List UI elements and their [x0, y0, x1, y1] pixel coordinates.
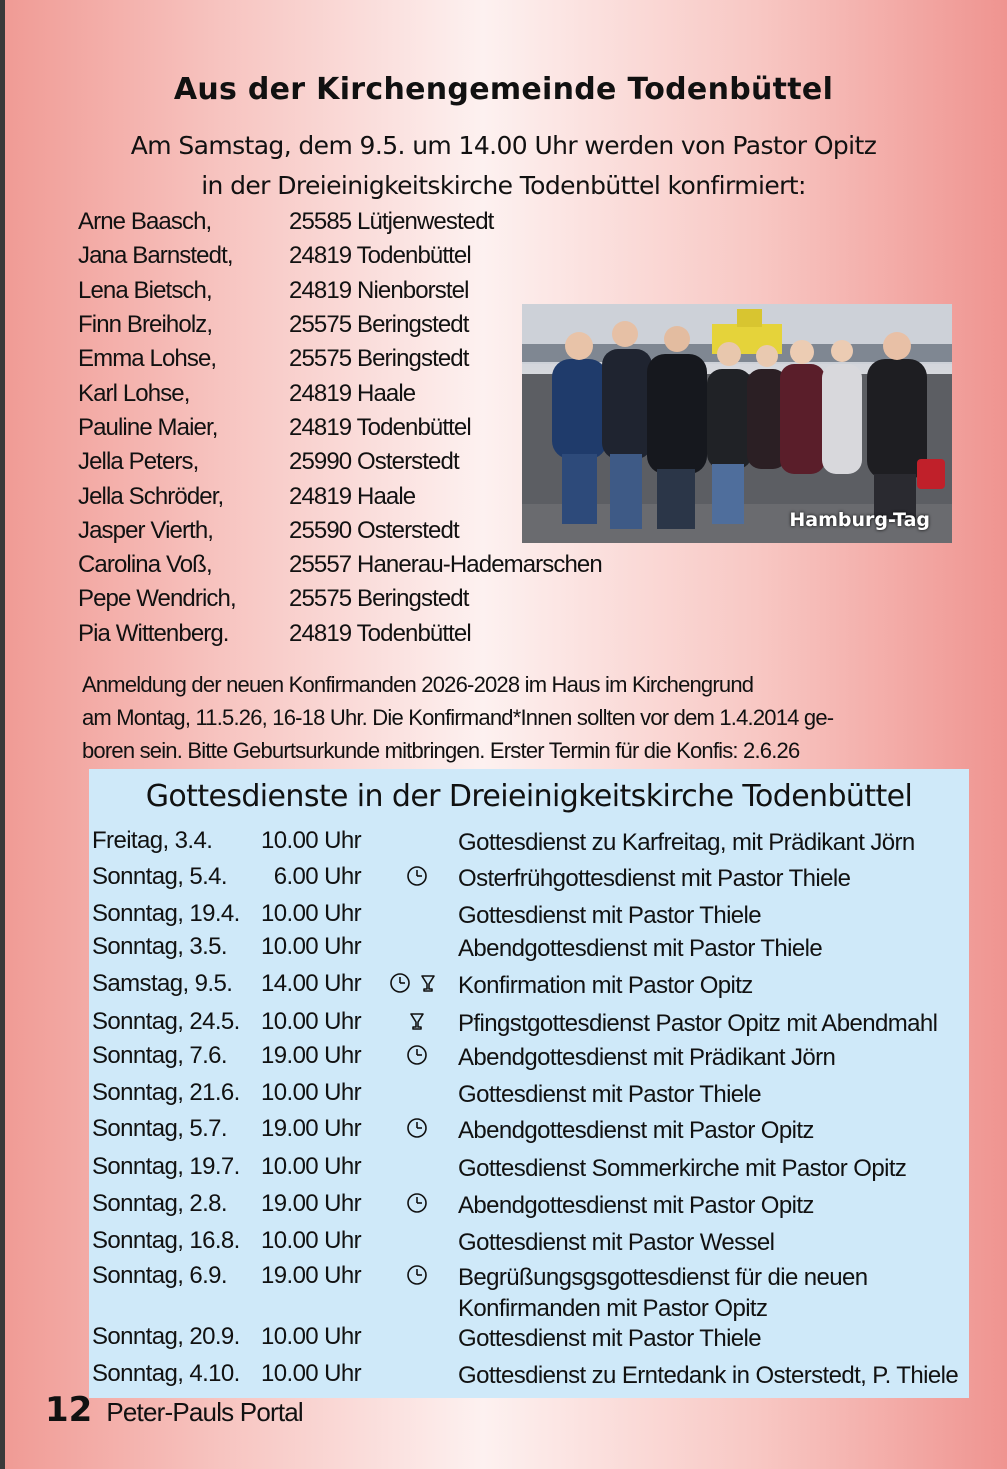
confirmand-place: 25557 Hanerau-Hademarschen — [289, 551, 602, 579]
confirmand-place: 25575 Beringstedt — [289, 311, 469, 339]
service-time: 10.00 Uhr — [261, 827, 361, 854]
footer — [45, 1390, 303, 1430]
service-day: Sonntag, 19.7. — [92, 1153, 240, 1180]
service-day: Sonntag, 20.9. — [92, 1323, 240, 1350]
photo-caption: Hamburg-Tag — [789, 509, 930, 531]
confirmand-place: 24819 Nienborstel — [289, 276, 469, 304]
confirmand-place: 24819 Haale — [289, 482, 416, 510]
service-time: 10.00 Uhr — [261, 1079, 361, 1106]
service-time: 10.00 Uhr — [261, 1008, 361, 1035]
registration-line: boren sein. Bitte Geburtsurkunde mitbringen. Erster Termin für die Konfis: 2.6.26 — [82, 738, 800, 763]
group-photo-illustration — [522, 304, 952, 543]
list-item — [78, 274, 638, 308]
page-edge — [0, 0, 5, 1469]
clock-icon — [406, 1044, 428, 1066]
service-day: Freitag, 3.4. — [92, 827, 213, 854]
clock-icon — [406, 865, 428, 887]
service-icons — [389, 972, 449, 994]
service-description: Abendgottesdienst mit Pastor Opitz — [458, 1117, 814, 1144]
publication-name: Peter-Pauls Portal — [106, 1397, 303, 1427]
service-description: Pfingstgottesdienst Pastor Opitz mit Abendmahl — [458, 1010, 938, 1037]
chalice-icon — [406, 1010, 428, 1032]
service-day: Sonntag, 7.6. — [92, 1042, 227, 1069]
service-description: Gottesdienst zu Karfreitag, mit Prädikant Jörn — [458, 829, 915, 856]
service-time: 10.00 Uhr — [261, 1323, 361, 1350]
service-day: Sonntag, 3.5. — [92, 933, 227, 960]
service-icons — [389, 1010, 466, 1032]
service-icons — [389, 1044, 466, 1066]
service-description: Gottesdienst mit Pastor Thiele — [458, 1081, 762, 1108]
service-description: Gottesdienst Sommerkirche mit Pastor Opitz — [458, 1155, 907, 1182]
chalice-icon — [417, 972, 439, 994]
service-icons — [389, 1117, 466, 1139]
confirmand-name: Finn Breiholz, — [78, 311, 213, 339]
registration-notice — [82, 668, 962, 767]
confirmand-name: Jella Schröder, — [78, 482, 224, 510]
confirmand-place: 25990 Osterstedt — [289, 448, 459, 476]
list-item — [78, 205, 638, 239]
list-item — [78, 548, 638, 582]
service-icons — [389, 865, 466, 887]
services-title: Gottesdienste in der Dreieinigkeitskirche Todenbüttel — [145, 779, 913, 814]
clock-icon — [406, 1192, 428, 1214]
list-item — [78, 582, 638, 616]
service-description: Konfirmation mit Pastor Opitz — [458, 972, 753, 999]
list-item — [78, 239, 638, 273]
service-day: Sonntag, 5.4. — [92, 863, 227, 890]
clock-icon — [406, 1264, 428, 1286]
service-description: Gottesdienst mit Pastor Thiele — [458, 1325, 762, 1352]
group-photo — [522, 304, 952, 543]
clock-icon — [389, 972, 411, 994]
registration-line: am Montag, 11.5.26, 16-18 Uhr. Die Konfirmand*Innen sollten vor dem 1.4.2014 ge- — [82, 705, 834, 730]
confirmand-place: 24819 Todenbüttel — [289, 619, 471, 647]
confirmand-place: 25575 Beringstedt — [289, 585, 469, 613]
confirmand-name: Lena Bietsch, — [78, 276, 212, 304]
confirmand-name: Jella Peters, — [78, 448, 199, 476]
service-time: 19.00 Uhr — [261, 1115, 361, 1142]
service-description: Gottesdienst mit Pastor Thiele — [458, 902, 762, 929]
service-description: Gottesdienst zu Erntedank in Osterstedt, P. Thiele — [458, 1362, 959, 1389]
confirmand-place: 24819 Todenbüttel — [289, 242, 471, 270]
intro-line-1: Am Samstag, dem 9.5. um 14.00 Uhr werden von Pastor Opitz — [130, 131, 877, 160]
confirmand-place: 25590 Osterstedt — [289, 516, 459, 544]
service-time: 19.00 Uhr — [261, 1262, 361, 1289]
page-number: 12 — [45, 1390, 93, 1430]
confirmand-name: Emma Lohse, — [78, 345, 217, 373]
service-description: Gottesdienst mit Pastor Wessel — [458, 1229, 775, 1256]
service-icons — [389, 1264, 466, 1286]
service-day: Sonntag, 5.7. — [92, 1115, 227, 1142]
confirmand-place: 24819 Todenbüttel — [289, 413, 471, 441]
confirmand-name: Jasper Vierth, — [78, 516, 214, 544]
list-item — [78, 617, 638, 651]
service-time: 10.00 Uhr — [261, 900, 361, 927]
confirmand-name: Pepe Wendrich, — [78, 585, 236, 613]
confirmand-place: 25585 Lütjenwestedt — [289, 208, 494, 236]
service-day: Sonntag, 21.6. — [92, 1079, 240, 1106]
service-time: 14.00 Uhr — [261, 970, 361, 997]
page-title: Aus der Kirchengemeinde Todenbüttel — [173, 72, 834, 107]
confirmand-place: 25575 Beringstedt — [289, 345, 469, 373]
service-description: Abendgottesdienst mit Pastor Opitz — [458, 1192, 814, 1219]
service-time: 10.00 Uhr — [261, 1360, 361, 1387]
confirmand-name: Carolina Voß, — [78, 551, 212, 579]
service-description: Begrüßungsgsgottesdienst für die neuen Konfirmanden mit Pastor Opitz — [458, 1264, 868, 1322]
confirmand-name: Pauline Maier, — [78, 413, 218, 441]
confirmand-place: 24819 Haale — [289, 379, 416, 407]
services-box — [89, 769, 969, 1398]
confirmand-name: Arne Baasch, — [78, 208, 212, 236]
confirmand-name: Jana Barnstedt, — [78, 242, 233, 270]
service-description: Abendgottesdienst mit Pastor Thiele — [458, 935, 823, 962]
service-day: Sonntag, 6.9. — [92, 1262, 227, 1289]
service-day: Sonntag, 2.8. — [92, 1190, 227, 1217]
service-day: Sonntag, 19.4. — [92, 900, 240, 927]
service-day: Sonntag, 4.10. — [92, 1360, 240, 1387]
service-day: Sonntag, 24.5. — [92, 1008, 240, 1035]
service-day: Samstag, 9.5. — [92, 970, 233, 997]
registration-line: Anmeldung der neuen Konfirmanden 2026-2028 im Haus im Kirchengrund — [82, 672, 754, 697]
service-icons — [389, 1192, 466, 1214]
service-time: 10.00 Uhr — [261, 1153, 361, 1180]
service-time: 10.00 Uhr — [261, 1227, 361, 1254]
clock-icon — [406, 1117, 428, 1139]
service-time: 10.00 Uhr — [261, 933, 361, 960]
service-day: Sonntag, 16.8. — [92, 1227, 240, 1254]
service-time: 6.00 Uhr — [273, 863, 361, 890]
service-description: Osterfrühgottesdienst mit Pastor Thiele — [458, 865, 851, 892]
confirmand-name: Pia Wittenberg. — [78, 619, 229, 647]
confirmand-name: Karl Lohse, — [78, 379, 190, 407]
service-time: 19.00 Uhr — [261, 1190, 361, 1217]
intro-line-2: in der Dreieinigkeitskirche Todenbüttel konfirmiert: — [201, 171, 806, 200]
service-description: Abendgottesdienst mit Prädikant Jörn — [458, 1044, 836, 1071]
service-time: 19.00 Uhr — [261, 1042, 361, 1069]
